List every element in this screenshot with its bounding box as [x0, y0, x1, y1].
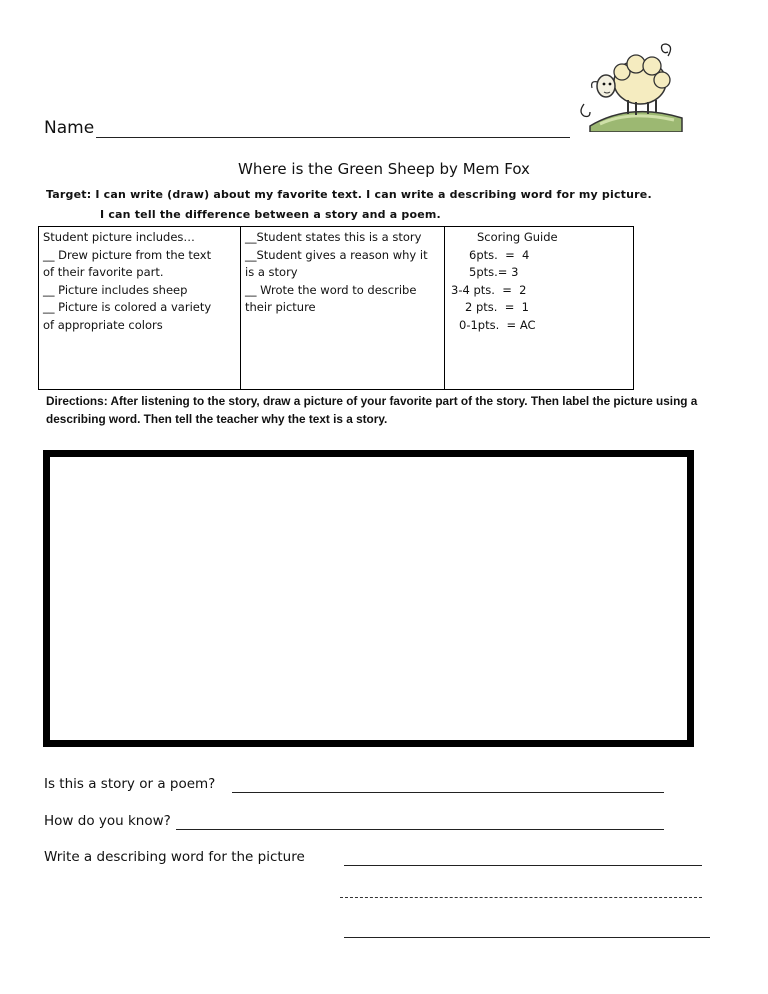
question-describing-word: Write a describing word for the picture: [44, 849, 305, 865]
scoring-guide: [445, 227, 633, 389]
drawing-area[interactable]: [43, 450, 694, 747]
criteria-line: of appropriate colors: [43, 317, 163, 332]
criteria-line: of their favorite part.: [43, 265, 164, 279]
answer-line-describing-word-1[interactable]: [344, 865, 702, 866]
scoring-line: 5pts.= 3: [469, 265, 519, 279]
scoring-line: 3-4 pts. = 2: [451, 282, 527, 297]
criteria-line: is a story: [245, 265, 298, 279]
answer-line-describing-word-2[interactable]: [340, 897, 702, 898]
rubric-table: [38, 226, 634, 390]
answer-line-how-do-you-know[interactable]: [176, 829, 664, 830]
sheep-on-hill-icon: [570, 40, 690, 132]
name-field-label: Name: [44, 118, 95, 138]
criteria-line: __ Drew picture from the text: [43, 247, 212, 262]
criteria-line: __Student states this is a story: [245, 230, 422, 244]
name-blank-line[interactable]: [96, 137, 570, 138]
criteria-line: __Student gives a reason why it: [245, 247, 428, 262]
scoring-line: 2 pts. = 1: [465, 300, 530, 314]
page-title: Where is the Green Sheep by Mem Fox: [238, 160, 530, 178]
criteria-line: __ Picture includes sheep: [43, 282, 188, 297]
target-statement-line2: I can tell the difference between a story and a poem.: [100, 208, 441, 221]
criteria-line: __ Wrote the word to describe: [245, 282, 417, 297]
answer-line-describing-word-3[interactable]: [344, 937, 710, 938]
scoring-line: 0-1pts. = AC: [459, 317, 536, 332]
question-story-or-poem: Is this a story or a poem?: [44, 776, 216, 792]
rubric-picture-criteria: [39, 227, 241, 389]
answer-line-story-or-poem[interactable]: [232, 792, 664, 793]
scoring-guide-title: Scoring Guide: [477, 230, 558, 244]
scoring-line: 6pts. = 4: [469, 247, 530, 262]
criteria-line: Student picture includes…: [43, 230, 195, 244]
criteria-line: their picture: [245, 300, 316, 314]
rubric-story-criteria: [241, 227, 445, 389]
criteria-line: __ Picture is colored a variety: [43, 300, 212, 314]
directions-text: Directions: After listening to the story, draw a picture of your favorite part of the story. Then label the picture using a describing word. Then tell the teacher why the text is a story.: [46, 394, 698, 426]
target-statement-line1: Target: I can write (draw) about my favorite text. I can write a describing word for my picture.: [46, 188, 652, 201]
question-how-do-you-know: How do you know?: [44, 813, 171, 829]
